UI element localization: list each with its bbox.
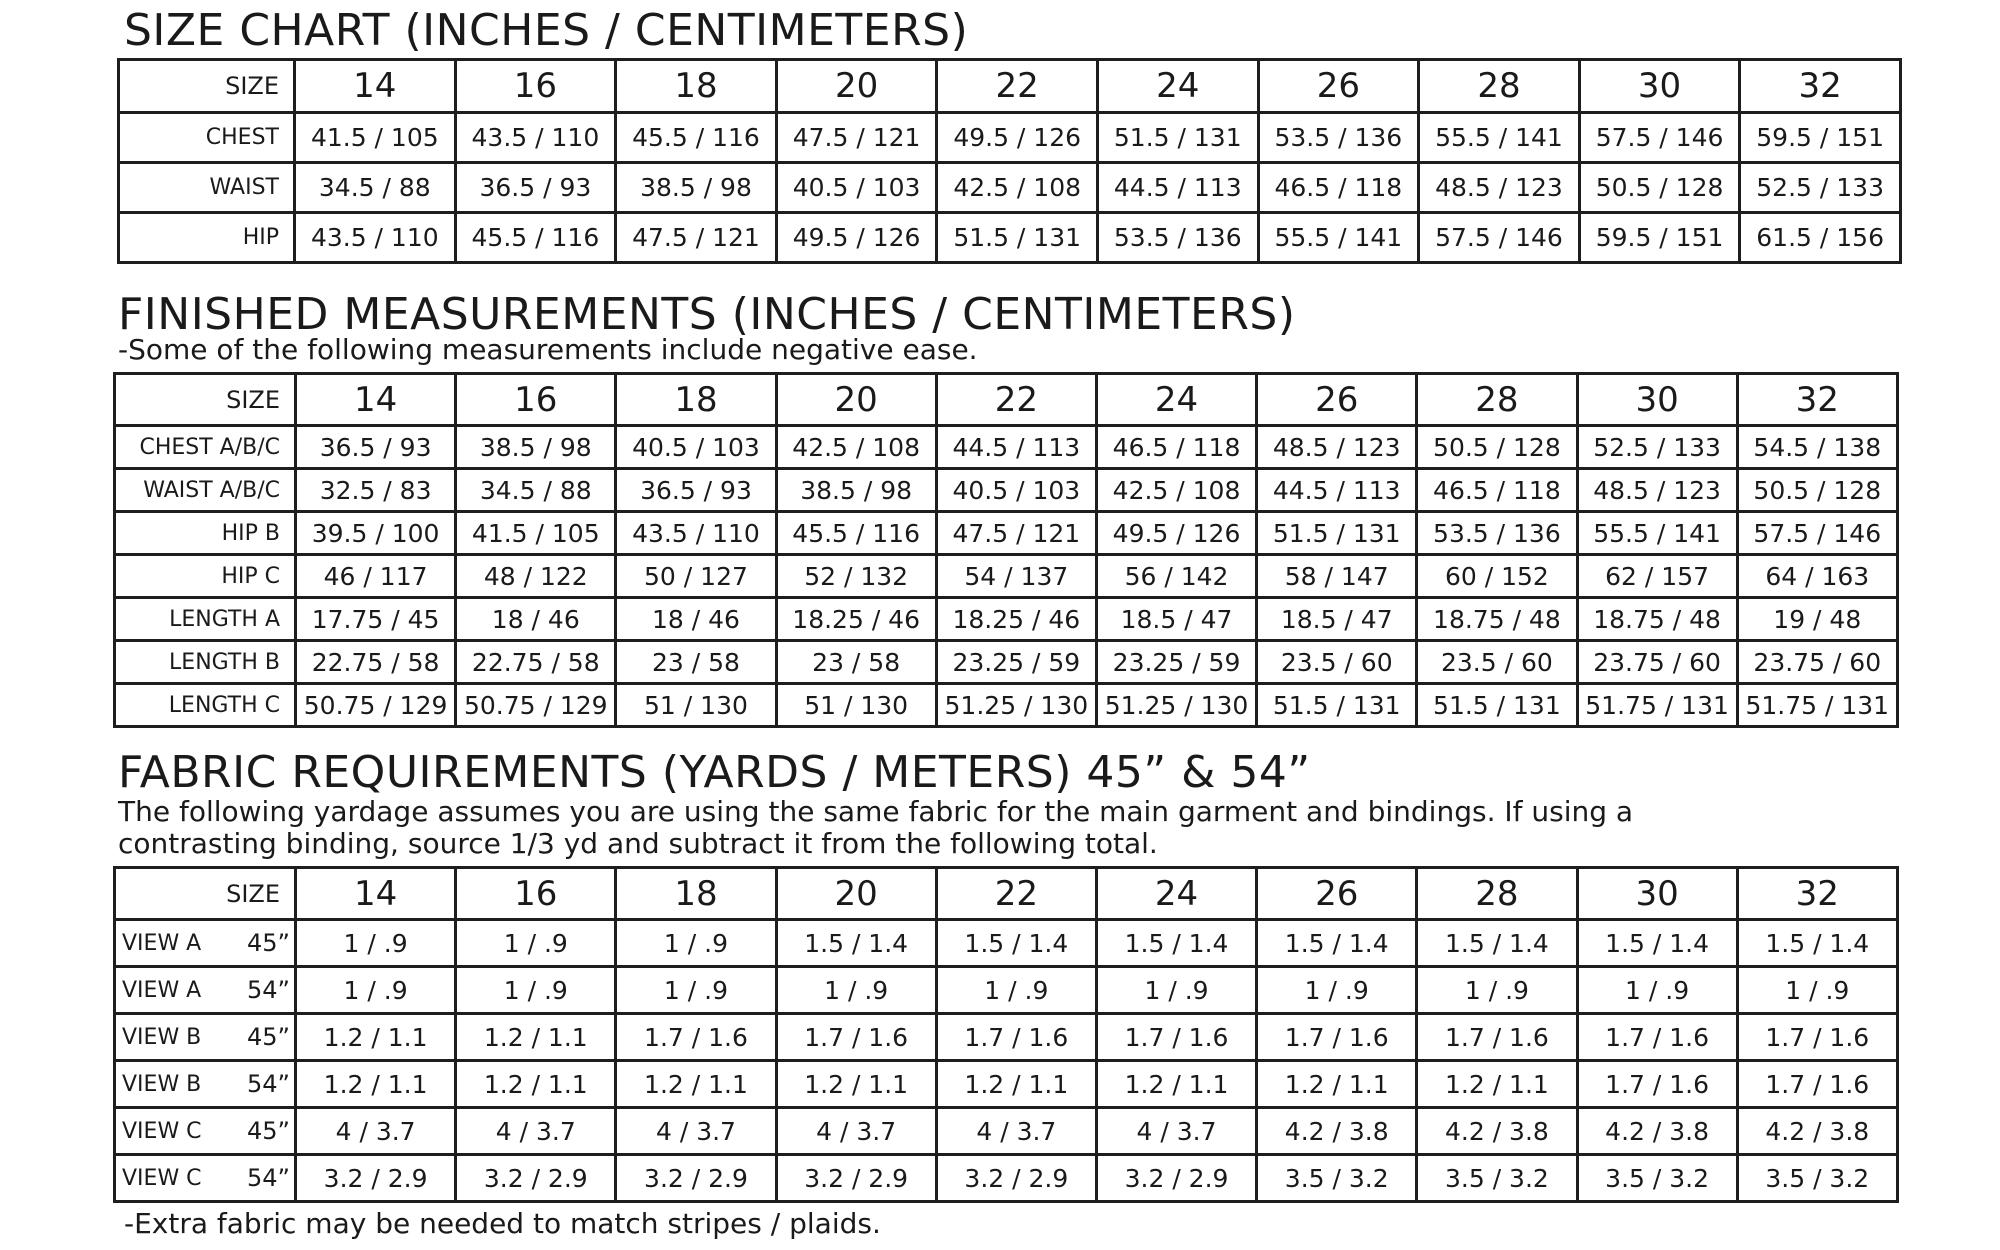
view-label: VIEW C — [122, 1118, 202, 1144]
size-header-row — [115, 868, 1898, 920]
table-cell: 32.5 / 83 — [296, 469, 456, 512]
size-label: SIZE — [115, 868, 296, 920]
table-row — [115, 967, 1898, 1014]
table-cell: 1.7 / 1.6 — [1417, 1014, 1577, 1061]
table-cell: 4 / 3.7 — [936, 1108, 1096, 1155]
table-cell: 4 / 3.7 — [1096, 1108, 1256, 1155]
table-cell: 57.5 / 146 — [1579, 113, 1740, 163]
table-cell: 41.5 / 105 — [295, 113, 456, 163]
table-cell: 18.5 / 47 — [1257, 598, 1417, 641]
size-header-cell: 22 — [936, 868, 1096, 920]
table-cell: 3.5 / 3.2 — [1737, 1155, 1897, 1202]
table-cell: 3.2 / 2.9 — [936, 1155, 1096, 1202]
table-cell: 34.5 / 88 — [295, 163, 456, 213]
table-cell: 1.7 / 1.6 — [1737, 1061, 1897, 1108]
table-cell: 42.5 / 108 — [776, 426, 936, 469]
table-cell: 43.5 / 110 — [295, 213, 456, 263]
row-label: LENGTH B — [115, 641, 296, 684]
table-cell: 18.75 / 48 — [1577, 598, 1737, 641]
table-cell: 45.5 / 116 — [776, 512, 936, 555]
size-header-cell: 30 — [1577, 868, 1737, 920]
table-cell: 18.25 / 46 — [936, 598, 1096, 641]
table-cell: 64 / 163 — [1737, 555, 1897, 598]
size-header-cell: 24 — [1096, 868, 1256, 920]
table-cell: 18.5 / 47 — [1096, 598, 1256, 641]
table-cell: 1.7 / 1.6 — [1257, 1014, 1417, 1061]
table-cell: 18 / 46 — [616, 598, 776, 641]
table-cell: 1 / .9 — [456, 967, 616, 1014]
table-cell: 1.7 / 1.6 — [1096, 1014, 1256, 1061]
table-cell: 46.5 / 118 — [1096, 426, 1256, 469]
fabric-width-label: 45” — [247, 1117, 290, 1145]
table-cell: 4.2 / 3.8 — [1577, 1108, 1737, 1155]
table-cell: 41.5 / 105 — [456, 512, 616, 555]
size-header-cell: 26 — [1257, 868, 1417, 920]
table-cell: 1.2 / 1.1 — [776, 1061, 936, 1108]
table-cell: 1.2 / 1.1 — [616, 1061, 776, 1108]
table-cell: 50.5 / 128 — [1737, 469, 1897, 512]
table-cell: 51.5 / 131 — [1257, 684, 1417, 727]
row-label: LENGTH C — [115, 684, 296, 727]
size-header-cell: 20 — [776, 868, 936, 920]
fabric-width-label: 54” — [247, 976, 290, 1004]
fabric-width-label: 45” — [247, 929, 290, 957]
table-cell: 49.5 / 126 — [776, 213, 937, 263]
table-cell: 60 / 152 — [1417, 555, 1577, 598]
table-cell: 1 / .9 — [776, 967, 936, 1014]
table-cell: 52 / 132 — [776, 555, 936, 598]
table-cell: 1.5 / 1.4 — [1737, 920, 1897, 967]
table-cell: 57.5 / 146 — [1737, 512, 1897, 555]
fabric-title: FABRIC REQUIREMENTS (YARDS / METERS) 45” & 54” — [118, 747, 1311, 798]
table-cell: 40.5 / 103 — [616, 426, 776, 469]
table-cell: 52.5 / 133 — [1740, 163, 1901, 213]
table-cell: 45.5 / 116 — [616, 113, 777, 163]
size-header-cell: 26 — [1257, 374, 1417, 426]
size-header-cell: 24 — [1096, 374, 1256, 426]
size-header-cell: 28 — [1419, 60, 1580, 113]
table-row — [115, 1061, 1898, 1108]
table-row — [115, 1014, 1898, 1061]
size-header-cell: 14 — [296, 868, 456, 920]
fabric-table — [113, 866, 1899, 1203]
size-header-cell: 30 — [1579, 60, 1740, 113]
table-cell: 1.7 / 1.6 — [1737, 1014, 1897, 1061]
table-cell: 56 / 142 — [1096, 555, 1256, 598]
size-header-cell: 30 — [1577, 374, 1737, 426]
size-header-cell: 32 — [1740, 60, 1901, 113]
table-cell: 59.5 / 151 — [1740, 113, 1901, 163]
table-cell: 47.5 / 121 — [776, 113, 937, 163]
table-cell: 55.5 / 141 — [1577, 512, 1737, 555]
table-cell: 1 / .9 — [296, 967, 456, 1014]
table-cell: 1.7 / 1.6 — [616, 1014, 776, 1061]
table-row — [115, 555, 1898, 598]
table-cell: 1.2 / 1.1 — [1257, 1061, 1417, 1108]
row-label: HIP C — [115, 555, 296, 598]
row-label — [115, 920, 296, 967]
table-cell: 1.7 / 1.6 — [1577, 1014, 1737, 1061]
table-cell: 54.5 / 138 — [1737, 426, 1897, 469]
table-cell: 51.5 / 131 — [1257, 512, 1417, 555]
table-cell: 1 / .9 — [296, 920, 456, 967]
size-header-cell: 18 — [616, 868, 776, 920]
table-cell: 1.2 / 1.1 — [296, 1014, 456, 1061]
table-cell: 1 / .9 — [1737, 967, 1897, 1014]
table-cell: 36.5 / 93 — [296, 426, 456, 469]
table-cell: 1.5 / 1.4 — [1417, 920, 1577, 967]
table-cell: 1.5 / 1.4 — [776, 920, 936, 967]
table-cell: 40.5 / 103 — [936, 469, 1096, 512]
table-cell: 1 / .9 — [1577, 967, 1737, 1014]
table-cell: 1 / .9 — [1096, 967, 1256, 1014]
table-cell: 36.5 / 93 — [616, 469, 776, 512]
table-cell: 51.5 / 131 — [937, 213, 1098, 263]
table-cell: 23.25 / 59 — [1096, 641, 1256, 684]
table-cell: 38.5 / 98 — [456, 426, 616, 469]
view-label: VIEW A — [122, 930, 202, 956]
table-cell: 1.2 / 1.1 — [296, 1061, 456, 1108]
table-cell: 3.2 / 2.9 — [776, 1155, 936, 1202]
table-cell: 1 / .9 — [616, 967, 776, 1014]
table-cell: 23.5 / 60 — [1257, 641, 1417, 684]
table-cell: 48 / 122 — [456, 555, 616, 598]
table-row — [115, 1155, 1898, 1202]
table-cell: 18.25 / 46 — [776, 598, 936, 641]
table-cell: 4.2 / 3.8 — [1257, 1108, 1417, 1155]
table-cell: 57.5 / 146 — [1419, 213, 1580, 263]
table-cell: 40.5 / 103 — [776, 163, 937, 213]
row-label: LENGTH A — [115, 598, 296, 641]
table-cell: 23.75 / 60 — [1737, 641, 1897, 684]
table-cell: 1 / .9 — [1417, 967, 1577, 1014]
table-cell: 50.5 / 128 — [1579, 163, 1740, 213]
table-cell: 59.5 / 151 — [1579, 213, 1740, 263]
row-label — [115, 1108, 296, 1155]
row-label — [115, 1061, 296, 1108]
table-cell: 44.5 / 113 — [1097, 163, 1258, 213]
table-cell: 1.2 / 1.1 — [936, 1061, 1096, 1108]
table-cell: 1.5 / 1.4 — [936, 920, 1096, 967]
size-header-cell: 16 — [455, 60, 616, 113]
table-row — [119, 213, 1901, 263]
table-cell: 47.5 / 121 — [936, 512, 1096, 555]
table-cell: 45.5 / 116 — [455, 213, 616, 263]
table-cell: 49.5 / 126 — [1096, 512, 1256, 555]
size-header-cell: 14 — [296, 374, 456, 426]
table-cell: 51 / 130 — [776, 684, 936, 727]
table-cell: 23.75 / 60 — [1577, 641, 1737, 684]
table-cell: 43.5 / 110 — [616, 512, 776, 555]
table-cell: 55.5 / 141 — [1419, 113, 1580, 163]
size-header-cell: 20 — [776, 374, 936, 426]
table-cell: 55.5 / 141 — [1258, 213, 1419, 263]
table-cell: 43.5 / 110 — [455, 113, 616, 163]
fabric-note-line2: contrasting binding, source 1/3 yd and subtract it from the following total. — [118, 827, 1158, 860]
table-cell: 42.5 / 108 — [1096, 469, 1256, 512]
finished-title: FINISHED MEASUREMENTS (INCHES / CENTIMETERS) — [118, 289, 1296, 340]
table-cell: 4.2 / 3.8 — [1737, 1108, 1897, 1155]
view-label: VIEW B — [122, 1024, 202, 1050]
table-cell: 50.75 / 129 — [296, 684, 456, 727]
table-cell: 4.2 / 3.8 — [1417, 1108, 1577, 1155]
table-cell: 51.75 / 131 — [1737, 684, 1897, 727]
fabric-width-label: 54” — [247, 1164, 290, 1192]
table-cell: 54 / 137 — [936, 555, 1096, 598]
row-label — [115, 1014, 296, 1061]
size-header-cell: 18 — [616, 60, 777, 113]
table-cell: 1 / .9 — [616, 920, 776, 967]
table-cell: 48.5 / 123 — [1577, 469, 1737, 512]
table-cell: 19 / 48 — [1737, 598, 1897, 641]
size-header-cell: 28 — [1417, 374, 1577, 426]
table-cell: 34.5 / 88 — [456, 469, 616, 512]
table-row — [115, 641, 1898, 684]
fabric-footnote: -Extra fabric may be needed to match stripes / plaids. — [124, 1207, 881, 1240]
table-cell: 1 / .9 — [936, 967, 1096, 1014]
size-header-cell: 18 — [616, 374, 776, 426]
table-cell: 51.5 / 131 — [1097, 113, 1258, 163]
table-cell: 18 / 46 — [456, 598, 616, 641]
fabric-width-label: 45” — [247, 1023, 290, 1051]
row-label: CHEST — [119, 113, 295, 163]
table-cell: 51.75 / 131 — [1577, 684, 1737, 727]
size-header-cell: 20 — [776, 60, 937, 113]
row-label: CHEST A/B/C — [115, 426, 296, 469]
table-cell: 1.7 / 1.6 — [1577, 1061, 1737, 1108]
table-cell: 3.5 / 3.2 — [1577, 1155, 1737, 1202]
view-label: VIEW A — [122, 977, 202, 1003]
table-cell: 46.5 / 118 — [1258, 163, 1419, 213]
table-cell: 1 / .9 — [1257, 967, 1417, 1014]
table-cell: 50.5 / 128 — [1417, 426, 1577, 469]
table-row — [115, 920, 1898, 967]
table-cell: 4 / 3.7 — [456, 1108, 616, 1155]
table-cell: 3.5 / 3.2 — [1417, 1155, 1577, 1202]
table-cell: 36.5 / 93 — [455, 163, 616, 213]
size-header-cell: 24 — [1097, 60, 1258, 113]
table-cell: 4 / 3.7 — [776, 1108, 936, 1155]
table-cell: 51 / 130 — [616, 684, 776, 727]
table-cell: 17.75 / 45 — [296, 598, 456, 641]
table-cell: 3.2 / 2.9 — [456, 1155, 616, 1202]
table-cell: 42.5 / 108 — [937, 163, 1098, 213]
size-header-cell: 16 — [456, 374, 616, 426]
view-label: VIEW B — [122, 1071, 202, 1097]
size-chart-title: SIZE CHART (INCHES / CENTIMETERS) — [124, 5, 969, 56]
table-cell: 22.75 / 58 — [456, 641, 616, 684]
size-header-cell: 32 — [1737, 868, 1897, 920]
row-label: WAIST — [119, 163, 295, 213]
table-cell: 4 / 3.7 — [296, 1108, 456, 1155]
table-cell: 1.2 / 1.1 — [1096, 1061, 1256, 1108]
table-cell: 48.5 / 123 — [1419, 163, 1580, 213]
table-cell: 47.5 / 121 — [616, 213, 777, 263]
table-row — [115, 512, 1898, 555]
table-row — [115, 1108, 1898, 1155]
table-row — [115, 469, 1898, 512]
table-cell: 61.5 / 156 — [1740, 213, 1901, 263]
table-cell: 51.25 / 130 — [1096, 684, 1256, 727]
table-cell: 18.75 / 48 — [1417, 598, 1577, 641]
table-cell: 49.5 / 126 — [937, 113, 1098, 163]
table-cell: 3.2 / 2.9 — [296, 1155, 456, 1202]
table-cell: 1.2 / 1.1 — [456, 1014, 616, 1061]
size-header-cell: 32 — [1737, 374, 1897, 426]
table-cell: 4 / 3.7 — [616, 1108, 776, 1155]
table-cell: 51.5 / 131 — [1417, 684, 1577, 727]
size-chart-table — [117, 58, 1902, 264]
size-header-row — [119, 60, 1901, 113]
row-label: WAIST A/B/C — [115, 469, 296, 512]
table-cell: 3.2 / 2.9 — [1096, 1155, 1256, 1202]
table-cell: 53.5 / 136 — [1258, 113, 1419, 163]
table-cell: 46 / 117 — [296, 555, 456, 598]
fabric-note-line1: The following yardage assumes you are using the same fabric for the main garment and bindings. If using a — [118, 795, 1634, 828]
table-cell: 23.5 / 60 — [1417, 641, 1577, 684]
table-cell: 3.2 / 2.9 — [616, 1155, 776, 1202]
table-cell: 46.5 / 118 — [1417, 469, 1577, 512]
table-cell: 1.2 / 1.1 — [1417, 1061, 1577, 1108]
size-header-cell: 16 — [456, 868, 616, 920]
row-label — [115, 1155, 296, 1202]
view-label: VIEW C — [122, 1165, 202, 1191]
table-cell: 38.5 / 98 — [776, 469, 936, 512]
size-header-cell: 14 — [295, 60, 456, 113]
table-cell: 62 / 157 — [1577, 555, 1737, 598]
size-header-row — [115, 374, 1898, 426]
table-cell: 58 / 147 — [1257, 555, 1417, 598]
table-cell: 53.5 / 136 — [1097, 213, 1258, 263]
table-cell: 52.5 / 133 — [1577, 426, 1737, 469]
row-label: HIP — [119, 213, 295, 263]
table-cell: 22.75 / 58 — [296, 641, 456, 684]
table-cell: 1.2 / 1.1 — [456, 1061, 616, 1108]
table-cell: 38.5 / 98 — [616, 163, 777, 213]
finished-table — [113, 372, 1899, 728]
table-cell: 53.5 / 136 — [1417, 512, 1577, 555]
size-label: SIZE — [119, 60, 295, 113]
table-cell: 48.5 / 123 — [1257, 426, 1417, 469]
table-cell: 39.5 / 100 — [296, 512, 456, 555]
table-row — [119, 163, 1901, 213]
table-cell: 1.5 / 1.4 — [1257, 920, 1417, 967]
size-header-cell: 26 — [1258, 60, 1419, 113]
table-cell: 1 / .9 — [456, 920, 616, 967]
table-cell: 23.25 / 59 — [936, 641, 1096, 684]
table-cell: 3.5 / 3.2 — [1257, 1155, 1417, 1202]
table-row — [115, 598, 1898, 641]
size-header-cell: 22 — [937, 60, 1098, 113]
fabric-width-label: 54” — [247, 1070, 290, 1098]
table-cell: 23 / 58 — [776, 641, 936, 684]
row-label — [115, 967, 296, 1014]
table-cell: 50.75 / 129 — [456, 684, 616, 727]
table-cell: 44.5 / 113 — [1257, 469, 1417, 512]
table-cell: 23 / 58 — [616, 641, 776, 684]
row-label: HIP B — [115, 512, 296, 555]
table-cell: 1.7 / 1.6 — [936, 1014, 1096, 1061]
table-cell: 50 / 127 — [616, 555, 776, 598]
table-row — [119, 113, 1901, 163]
table-cell: 44.5 / 113 — [936, 426, 1096, 469]
table-row — [115, 426, 1898, 469]
finished-note: -Some of the following measurements include negative ease. — [118, 333, 978, 366]
table-cell: 51.25 / 130 — [936, 684, 1096, 727]
size-header-cell: 22 — [936, 374, 1096, 426]
table-cell: 1.7 / 1.6 — [776, 1014, 936, 1061]
table-row — [115, 684, 1898, 727]
table-cell: 1.5 / 1.4 — [1577, 920, 1737, 967]
table-cell: 1.5 / 1.4 — [1096, 920, 1256, 967]
size-label: SIZE — [115, 374, 296, 426]
size-header-cell: 28 — [1417, 868, 1577, 920]
